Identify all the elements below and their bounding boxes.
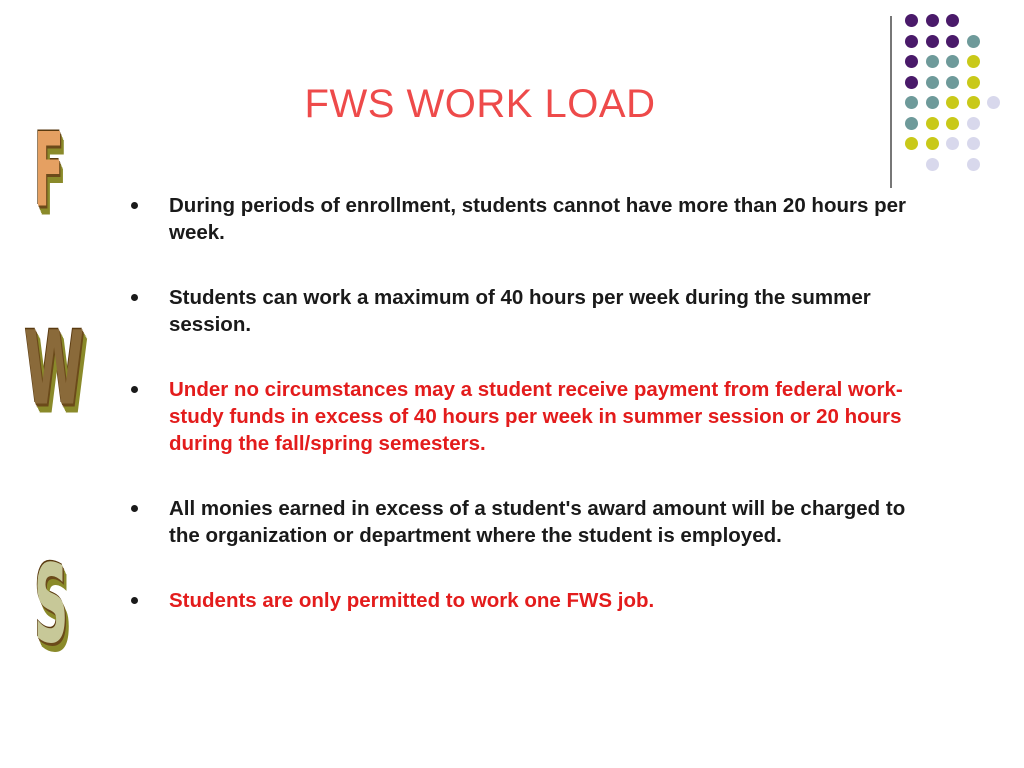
dot-yellow-icon: [926, 137, 939, 150]
dot-teal-icon: [905, 96, 918, 109]
vertical-divider: [890, 16, 892, 188]
dot-yellow-icon: [926, 117, 939, 130]
dot-yellow-icon: [946, 96, 959, 109]
bullet-dot-icon: [131, 202, 138, 209]
dot-yellow-icon: [905, 137, 918, 150]
dot-teal-icon: [967, 35, 980, 48]
dot-teal-icon: [946, 76, 959, 89]
dot-teal-icon: [946, 55, 959, 68]
bullet-text: During periods of enrollment, students cannot have more than 20 hours per week.: [169, 194, 906, 244]
bullet-item: [128, 376, 908, 457]
side-letter-s: S: [34, 541, 69, 667]
dot-teal-icon: [905, 117, 918, 130]
bullet-dot-icon: [131, 505, 138, 512]
dot-purple-icon: [926, 35, 939, 48]
dot-teal-icon: [926, 96, 939, 109]
dot-lavender-icon: [967, 117, 980, 130]
dot-teal-icon: [926, 76, 939, 89]
side-letter-f: F: [34, 111, 64, 231]
dot-lavender-icon: [987, 96, 1000, 109]
dot-lavender-icon: [946, 137, 959, 150]
dot-purple-icon: [926, 14, 939, 27]
side-letters-fws: [22, 111, 122, 680]
bullet-text: All monies earned in excess of a student's award amount will be charged to the organization or department where the student is employed.: [169, 497, 906, 547]
dot-lavender-icon: [967, 137, 980, 150]
bullet-text: Students can work a maximum of 40 hours per week during the summer session.: [169, 286, 871, 336]
bullet-item: [128, 284, 908, 338]
dot-purple-icon: [905, 55, 918, 68]
bullet-item: [128, 587, 908, 614]
bullet-item: [128, 495, 908, 549]
bullet-list: [128, 192, 908, 614]
slide-title: FWS WORK LOAD: [304, 82, 656, 126]
side-letter-w: W: [24, 309, 85, 429]
dot-yellow-icon: [967, 76, 980, 89]
dot-purple-icon: [905, 76, 918, 89]
dot-lavender-icon: [926, 158, 939, 171]
decorative-dot-grid: [905, 14, 1005, 164]
bullet-dot-icon: [131, 386, 138, 393]
dot-purple-icon: [905, 35, 918, 48]
dot-yellow-icon: [967, 55, 980, 68]
bullet-text: Students are only permitted to work one FWS job.: [169, 589, 655, 612]
bullet-dot-icon: [131, 294, 138, 301]
bullet-dot-icon: [131, 597, 138, 604]
dot-purple-icon: [946, 35, 959, 48]
dot-yellow-icon: [967, 96, 980, 109]
bullet-item: [128, 192, 908, 246]
dot-purple-icon: [905, 14, 918, 27]
dot-lavender-icon: [967, 158, 980, 171]
bullet-text: Under no circumstances may a student receive payment from federal work-study funds in excess of 40 hours per week in summer session or 20 hours during the fall/spring semesters.: [169, 378, 903, 455]
dot-yellow-icon: [946, 117, 959, 130]
dot-purple-icon: [946, 14, 959, 27]
dot-teal-icon: [926, 55, 939, 68]
